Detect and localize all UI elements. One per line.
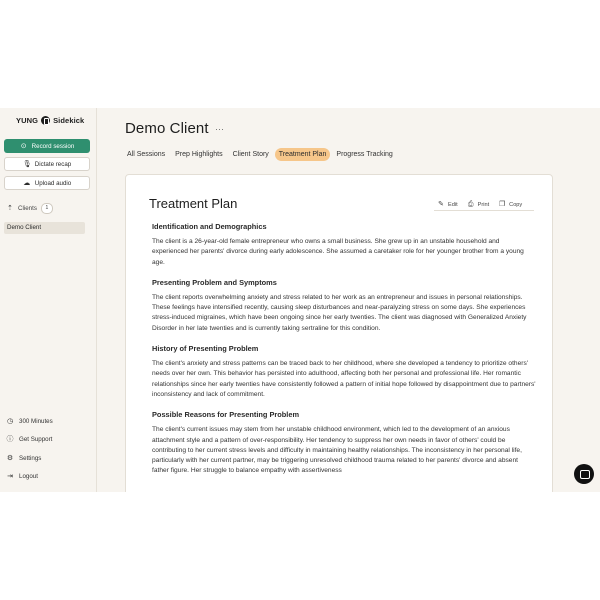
cloud-upload-icon: ☁ xyxy=(23,179,31,187)
brand-mark-icon xyxy=(41,116,50,125)
print-button[interactable] xyxy=(467,201,490,208)
actions-divider xyxy=(434,210,534,211)
record-session-label: Record session xyxy=(31,142,75,150)
tab-prep-highlights[interactable]: Prep Highlights xyxy=(175,151,223,158)
get-support-link[interactable] xyxy=(6,436,52,443)
print-label: Print xyxy=(477,201,490,208)
section-heading: History of Presenting Problem xyxy=(152,344,259,354)
brand-logo[interactable] xyxy=(16,116,84,125)
dictate-recap-label: Dictate recap xyxy=(34,160,72,168)
edit-label: Edit xyxy=(448,201,458,208)
section-heading: Possible Reasons for Presenting Problem xyxy=(152,410,300,420)
more-options-icon[interactable]: ··· xyxy=(215,124,224,134)
brand-suffix: Sidekick xyxy=(53,116,85,125)
printer-icon: ⎙ xyxy=(467,201,474,208)
section-body: The client's anxiety and stress patterns can be traced back to her childhood, where she developed a tendency to prioritize others' needs over her own. This behavior has persisted into adulthood, affecting both her personal and professional life. Her romantic relationships since her early twenties have consistently followed a pattern of initial hope followed by disappointment due to partners' inconsistency and lack of commitment. xyxy=(152,360,536,398)
sidebar xyxy=(0,108,97,492)
tab-all-sessions[interactable]: All Sessions xyxy=(127,151,166,158)
clock-icon: ◷ xyxy=(6,418,14,425)
clients-header[interactable] xyxy=(6,203,53,214)
page-title: Demo Client xyxy=(125,120,209,137)
treatment-plan-card xyxy=(125,174,553,492)
logout-label: Logout xyxy=(19,473,38,480)
upload-audio-label: Upload audio xyxy=(34,179,72,187)
help-icon: ⓘ xyxy=(6,436,14,443)
brand-text: YUNG xyxy=(16,116,39,125)
copy-icon: ❐ xyxy=(499,201,506,208)
clients-count-badge: 1 xyxy=(41,203,53,214)
minutes-label: 300 Minutes xyxy=(19,418,53,425)
logout-link[interactable] xyxy=(6,473,38,480)
sort-arrow-icon: ⇡ xyxy=(7,205,13,212)
main-content xyxy=(97,108,600,492)
record-icon: ⊙ xyxy=(20,142,27,150)
gear-icon: ⚙ xyxy=(6,455,14,462)
tab-client-story[interactable]: Client Story xyxy=(232,151,269,158)
tab-progress-tracking[interactable]: Progress Tracking xyxy=(336,151,393,158)
edit-button[interactable] xyxy=(437,201,458,208)
clients-label: Clients xyxy=(18,205,37,212)
microphone-icon: 🎙 xyxy=(22,160,32,168)
section-heading: Presenting Problem and Symptoms xyxy=(152,277,277,287)
copy-button[interactable] xyxy=(498,201,522,208)
edit-icon: ✎ xyxy=(438,201,444,208)
app-window xyxy=(0,108,600,492)
card-title: Treatment Plan xyxy=(149,196,238,211)
tab-treatment-plan[interactable]: Treatment Plan xyxy=(275,148,331,161)
section-body: The client's current issues may stem from her unstable childhood environment, which led to the development of an anxious attachment style and a pattern of over-responsibility. Her tendency to suppress her own needs in favor of others' could be contributing to her current stress levels and difficulty in maintaining healthy relationships. The inconsistency in her personal life, particularly with her current partner, may be triggering unresolved childhood trauma related to her parents' divorce and absent father figure. Her struggle to balance empathy with assertiveness xyxy=(152,426,522,475)
section-heading: Identification and Demographics xyxy=(152,222,267,231)
minutes-link[interactable] xyxy=(6,418,53,425)
upload-audio-button[interactable] xyxy=(4,176,90,190)
support-label: Get Support xyxy=(19,436,53,443)
card-actions xyxy=(437,201,522,208)
logout-icon: ⇥ xyxy=(7,473,13,480)
section-body: The client is a 26-year-old female entrepreneur who owns a small business. She grew up in an unstable household and experienced her parents' divorce during early adolescence. She assumed a caretaker role for her younger brother from a young age. xyxy=(152,238,524,266)
dictate-recap-button[interactable] xyxy=(4,157,90,171)
plan-content xyxy=(152,222,536,487)
chat-support-icon[interactable] xyxy=(574,464,594,484)
record-session-button[interactable] xyxy=(4,139,90,153)
section-body: The client reports overwhelming anxiety and stress related to her work as an entrepreneur and issues in personal relationships. These feelings have intensified recently, causing sleep disturbances and near-paralyzing stress on some days. She experiences stress-induced migraines, which have been ongoing since her early twenties. The client was diagnosed with Generalized Anxiety Disorder in her late twenties and is currently taking sertraline for this condition. xyxy=(152,293,527,332)
sidebar-client-demo[interactable]: Demo Client xyxy=(4,222,85,234)
settings-label: Settings xyxy=(19,455,42,462)
copy-label: Copy xyxy=(509,201,523,208)
client-tabs xyxy=(123,148,397,161)
settings-link[interactable] xyxy=(6,455,41,462)
